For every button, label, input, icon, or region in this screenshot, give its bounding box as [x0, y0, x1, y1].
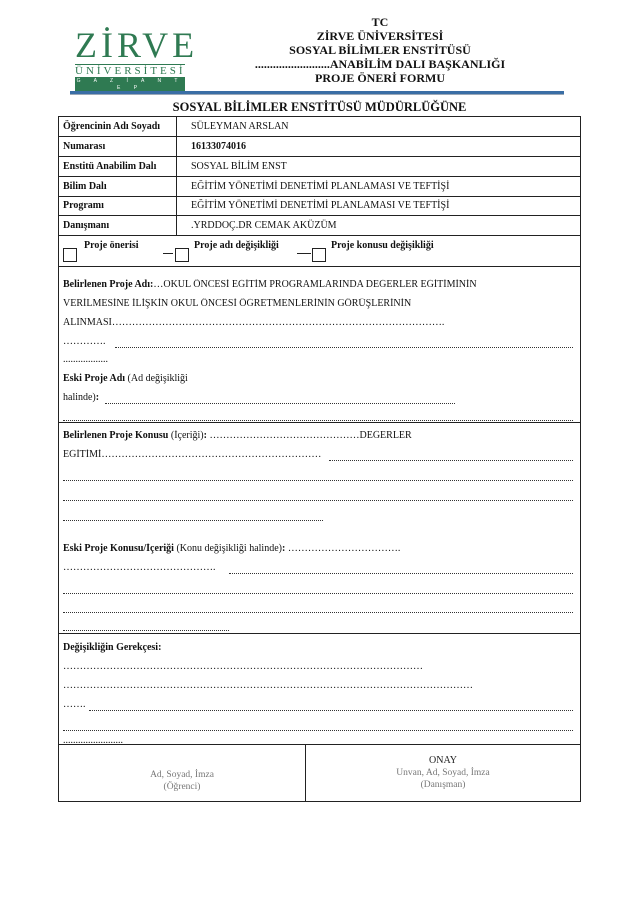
project-topic-text-2[interactable]: EĞİTİMİ…………………………………………………………: [63, 449, 322, 460]
student-signature-role: (Öğrenci): [163, 782, 201, 792]
advisor-signature-label: Unvan, Ad, Soyad, İmza: [396, 768, 490, 778]
old-project-topic-text[interactable]: …………………………….: [285, 543, 401, 554]
dotted-fill-line[interactable]: [63, 612, 573, 613]
old-project-name-paren: (Ad değişikliği: [125, 373, 188, 384]
dotted-fill-line[interactable]: [89, 710, 573, 711]
project-name-line-1: [63, 279, 477, 290]
program-value[interactable]: EĞİTİM YÖNETİMİ DENETİMİ PLANLAMASI VE TEFTİŞİ: [191, 200, 450, 211]
logo-city: G A Z İ A N T E P: [76, 78, 184, 91]
field-label: Numarası: [63, 141, 106, 152]
field-row-student-name: [59, 117, 580, 137]
addressee-title: SOSYAL BİLİMLER ENSTİTÜSÜ MÜDÜRLÜĞÜNE: [172, 100, 467, 114]
advisor-signature-block[interactable]: [306, 755, 580, 791]
dotted-fill-line[interactable]: [63, 420, 573, 421]
proposal-type-options: [59, 235, 580, 267]
discipline-value[interactable]: EĞİTİM YÖNETİMİ DENETİMİ PLANLAMASI VE TEFTİŞİ: [191, 181, 450, 192]
university-logo: [75, 25, 199, 91]
dotted-fill-line[interactable]: [229, 573, 573, 574]
field-label: Bilim Dalı: [63, 181, 107, 192]
field-label: Danışmanı: [63, 220, 110, 231]
header-line-institute: SOSYAL BİLİMLER ENSTİTÜSÜ: [289, 43, 471, 57]
document-header: [200, 15, 560, 85]
old-project-name-colon: :: [95, 392, 100, 403]
option-underline: [297, 253, 311, 254]
project-name-text-1[interactable]: …OKUL ÖNCESİ EĞİTİM PROGRAMLARINDA DEĞERLER EĞİTİMİNİN: [153, 279, 477, 290]
logo-wordmark: ZİRVE: [75, 25, 199, 65]
advisor-signature-role: (Danışman): [420, 780, 466, 790]
field-label: Enstitü Anabilim Dalı: [63, 161, 157, 172]
name-change-checkbox[interactable]: [175, 248, 189, 262]
header-line-department: .........................ANABİLİM DALI BAŞKANLIĞI: [254, 57, 506, 71]
dotted-fill-line[interactable]: [63, 520, 323, 521]
proposal-form: [58, 116, 581, 802]
student-signature-label: Ad, Soyad, İmza: [150, 770, 214, 780]
project-topic-paren: (İçeriği): [168, 430, 204, 441]
advisor-value[interactable]: .YRDDOÇ.DR CEMAK AKÜZÜM: [191, 220, 337, 231]
old-project-name-line-2: [63, 392, 99, 403]
project-topic-text-1[interactable]: ………………………………………DEĞERLER: [206, 430, 412, 441]
dotted-fill-line[interactable]: [63, 480, 573, 481]
field-row-advisor: [59, 216, 580, 236]
change-reason-section: [59, 634, 580, 745]
change-reason-text-3[interactable]: …….: [63, 699, 86, 710]
approval-label: ONAY: [429, 755, 457, 766]
field-row-discipline: [59, 177, 580, 197]
dotted-fill-line[interactable]: [63, 500, 573, 501]
old-project-topic-text-2[interactable]: ……………………………………….: [63, 562, 216, 573]
old-project-name-line: [63, 373, 188, 384]
old-project-topic-colon: :: [281, 543, 286, 554]
topic-change-checkbox[interactable]: [312, 248, 326, 262]
dotted-fill-line: [115, 347, 573, 348]
header-line-university: ZİRVE ÜNİVERSİTESİ: [316, 29, 444, 43]
old-project-topic-label: Eski Proje Konusu/İçeriği: [63, 543, 174, 554]
student-name-value[interactable]: SÜLEYMAN ARSLAN: [191, 121, 289, 132]
field-label: Programı: [63, 200, 104, 211]
old-project-topic-line: [63, 543, 400, 554]
field-row-department: [59, 157, 580, 177]
topic-change-option-label: Proje konusu değişikliği: [331, 240, 434, 251]
header-divider-shadow: [70, 94, 564, 95]
student-number-value[interactable]: 16133074016: [191, 141, 246, 152]
old-project-topic-paren: (Konu değişikliği halinde): [173, 543, 282, 554]
old-project-name-label: Eski Proje Adı: [63, 373, 126, 384]
project-name-text-2[interactable]: VERİLMESİNE İLİŞKİN OKUL ÖNCESİ ÖĞRETMENLERİNİN GÖRÜŞLERİNİN: [63, 298, 412, 309]
project-name-section: [59, 267, 580, 423]
change-reason-text-5: ........................: [63, 736, 123, 746]
project-name-dots-4: ………….: [63, 336, 106, 347]
header-line-form-title: PROJE ÖNERİ FORMU: [315, 71, 445, 85]
project-name-text-4: [63, 336, 106, 347]
change-reason-label: Değişikliğin Gerekçesi:: [63, 642, 162, 653]
dotted-fill-line[interactable]: [63, 730, 573, 731]
change-reason-text-2[interactable]: ……………………………………………………………………………………………………………: [63, 680, 473, 691]
change-reason-text-1[interactable]: ………………………………………………………………………………………………: [63, 661, 423, 672]
department-value[interactable]: SOSYAL BİLİM ENST: [191, 161, 287, 172]
signature-section: [59, 745, 580, 801]
logo-subtitle: ÜNİVERSİTESİ: [75, 65, 186, 77]
proposal-checkbox[interactable]: [63, 248, 77, 262]
field-row-program: [59, 196, 580, 216]
project-topic-label: Belirlenen Proje Konusu: [63, 430, 169, 441]
dotted-fill-line[interactable]: [105, 403, 455, 404]
option-underline: [163, 253, 173, 254]
project-topic-line-1: [63, 430, 412, 441]
project-topic-section: [59, 423, 580, 634]
field-label: Öğrencinin Adı Soyadı: [63, 121, 161, 132]
dotted-fill-line[interactable]: [329, 460, 573, 461]
proposal-option-label: Proje önerisi: [84, 240, 139, 251]
project-name-text-5: ..................: [63, 354, 108, 365]
dotted-fill-line[interactable]: [63, 593, 573, 594]
dotted-fill-line[interactable]: [63, 630, 229, 631]
project-name-text-3[interactable]: ALINMASI……………………………………………………………………………………….: [63, 317, 445, 328]
old-project-name-paren-2: halinde): [63, 392, 96, 403]
project-topic-colon: :: [203, 430, 207, 441]
student-signature-block[interactable]: [59, 769, 305, 793]
project-name-label: Belirlenen Proje Adı:: [63, 279, 154, 290]
name-change-option-label: Proje adı değişikliği: [194, 240, 279, 251]
field-row-number: [59, 137, 580, 157]
header-line-tc: TC: [371, 15, 389, 29]
